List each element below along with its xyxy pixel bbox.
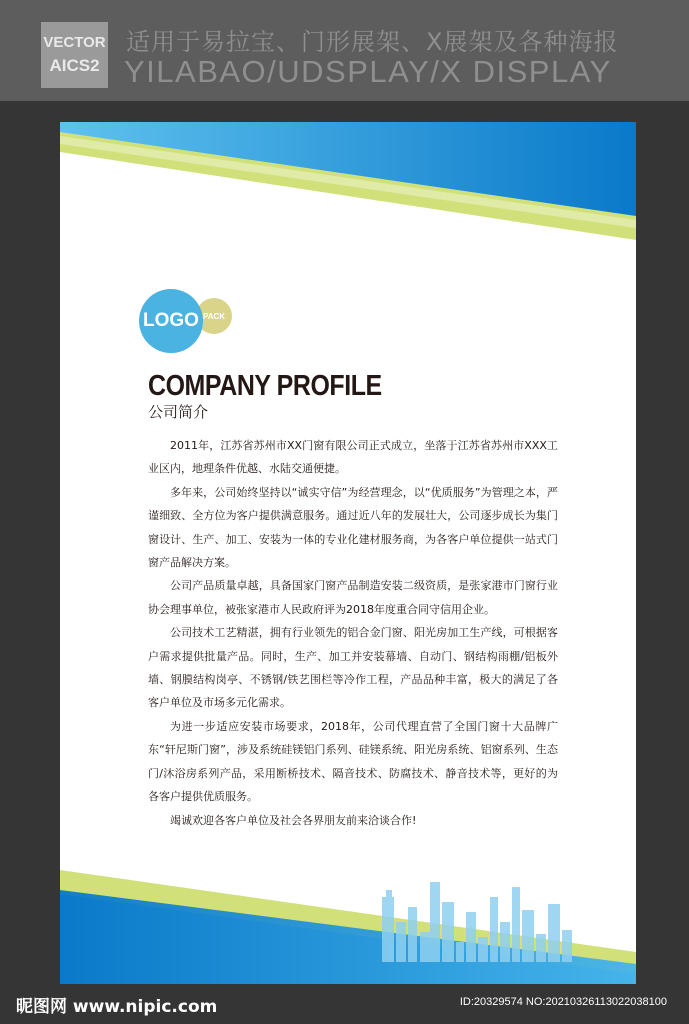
header-subtitle: YILABAO/UDSPLAY/X DISPLAY — [124, 54, 612, 89]
paragraph-1: 2011年，江苏省苏州市XX门窗有限公司正式成立，坐落于江苏省苏州市XXX工业区内，地理条件优越、水陆交通便捷。 — [148, 439, 558, 476]
title-chinese: 公司简介 — [148, 403, 209, 421]
logo-pack-circle: PACK — [196, 298, 232, 334]
badge-line1: VECTOR — [43, 34, 106, 51]
badge-line2: AICS2 — [49, 56, 100, 75]
paragraph-4: 公司技术工艺精湛，拥有行业领先的铝合金门窗、阳光房加工生产线，可根据客户需求提供批量产品。同时，生产、加工并安装幕墙、自动门、钢结构雨棚/铝板外墙、钢膜结构岗亭、不锈钢/铁艺围栏等冷作工程，产品品种丰富，极大的满足了各客户单位及市场多元化需求。 — [148, 626, 558, 710]
header-title: 适用于易拉宝、门形展架、X展架及各种海报 — [126, 28, 619, 56]
title-english: COMPANY PROFILE — [148, 370, 382, 402]
poster — [60, 122, 636, 984]
paragraph-5: 为进一步适应安装市场要求，2018年，公司代理直营了全国门窗十大品牌广东“轩尼斯门窗”，涉及系统硅镁铝门系列、硅镁系统、阳光房系统、铝窗系列、生态门/沐浴房系列产品，采用断桥技术、隔音技术、防腐技术、静音技术等，更好的为各客户提供优质服务。 — [148, 719, 558, 804]
logo-circle: LOGO — [139, 289, 203, 353]
paragraph-6: 竭诚欢迎各客户单位及社会各界朋友前来洽谈合作! — [170, 813, 417, 827]
footer-id: ID:20329574 NO:20210326113022038100 — [459, 996, 667, 1008]
header-strip — [0, 0, 689, 101]
paragraph-3: 公司产品质量卓越，具备国家门窗产品制造安装二级资质，是张家港市门窗行业协会理事单位，被张家港市人民政府评为2018年度重合同守信用企业。 — [148, 579, 558, 616]
city-skyline-icon — [370, 852, 600, 962]
paragraph-2: 多年来，公司始终坚持以“诚实守信”为经营理念，以“优质服务”为管理之本，严谨细致、全方位为客户提供满意服务。通过近八年的发展壮大，公司逐步成长为集门窗设计、生产、加工、安装为一体的专业化建材服务商，为各客户单位提供一站式门窗产品解决方案。 — [148, 485, 558, 570]
footer-site: 昵图网 www.nipic.com — [16, 997, 218, 1017]
body-text — [148, 434, 558, 832]
top-blue-band — [60, 122, 636, 216]
vector-badge — [41, 22, 108, 88]
